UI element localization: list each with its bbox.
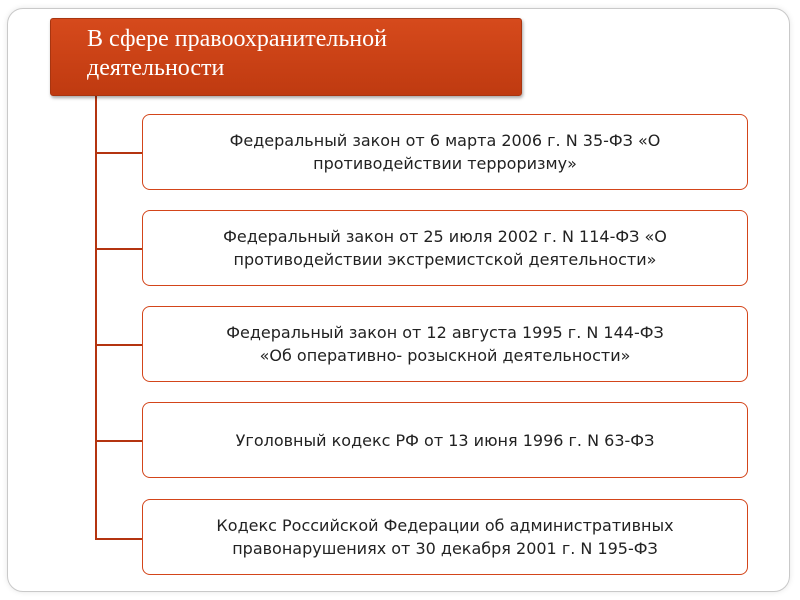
child-node-text: Уголовный кодекс РФ от 13 июня 1996 г. N 63-ФЗ bbox=[235, 430, 655, 450]
child-node-text: противодействии терроризму» bbox=[313, 154, 577, 173]
child-node-text: Федеральный закон от 25 июля 2002 г. N 114-ФЗ «О bbox=[223, 227, 667, 246]
child-node-text: «Об оперативно- розыскной деятельности» bbox=[259, 346, 631, 365]
root-node-line1: В сфере правоохранительной bbox=[87, 26, 387, 52]
connector-branch bbox=[95, 538, 142, 540]
connector-branch bbox=[95, 152, 142, 154]
connector-branch bbox=[95, 440, 142, 442]
child-node-text: Федеральный закон от 12 августа 1995 г. N 144-ФЗ bbox=[226, 323, 664, 342]
child-node-2 bbox=[142, 210, 748, 286]
connector-trunk bbox=[95, 96, 97, 540]
root-node-line2: деятельности bbox=[87, 55, 225, 81]
child-node-text: правонарушениях от 30 декабря 2001 г. N 195-ФЗ bbox=[232, 539, 658, 558]
child-node-5 bbox=[142, 499, 748, 575]
root-node bbox=[50, 18, 522, 96]
child-node-text: противодействии экстремистской деятельности» bbox=[233, 250, 657, 269]
child-node-text: Кодекс Российской Федерации об административных bbox=[216, 516, 674, 535]
child-node-1 bbox=[142, 114, 748, 190]
child-node-3 bbox=[142, 306, 748, 382]
child-node-text: Федеральный закон от 6 марта 2006 г. N 35-ФЗ «О bbox=[229, 131, 661, 150]
connector-branch bbox=[95, 248, 142, 250]
child-node-4 bbox=[142, 402, 748, 478]
connector-branch bbox=[95, 344, 142, 346]
